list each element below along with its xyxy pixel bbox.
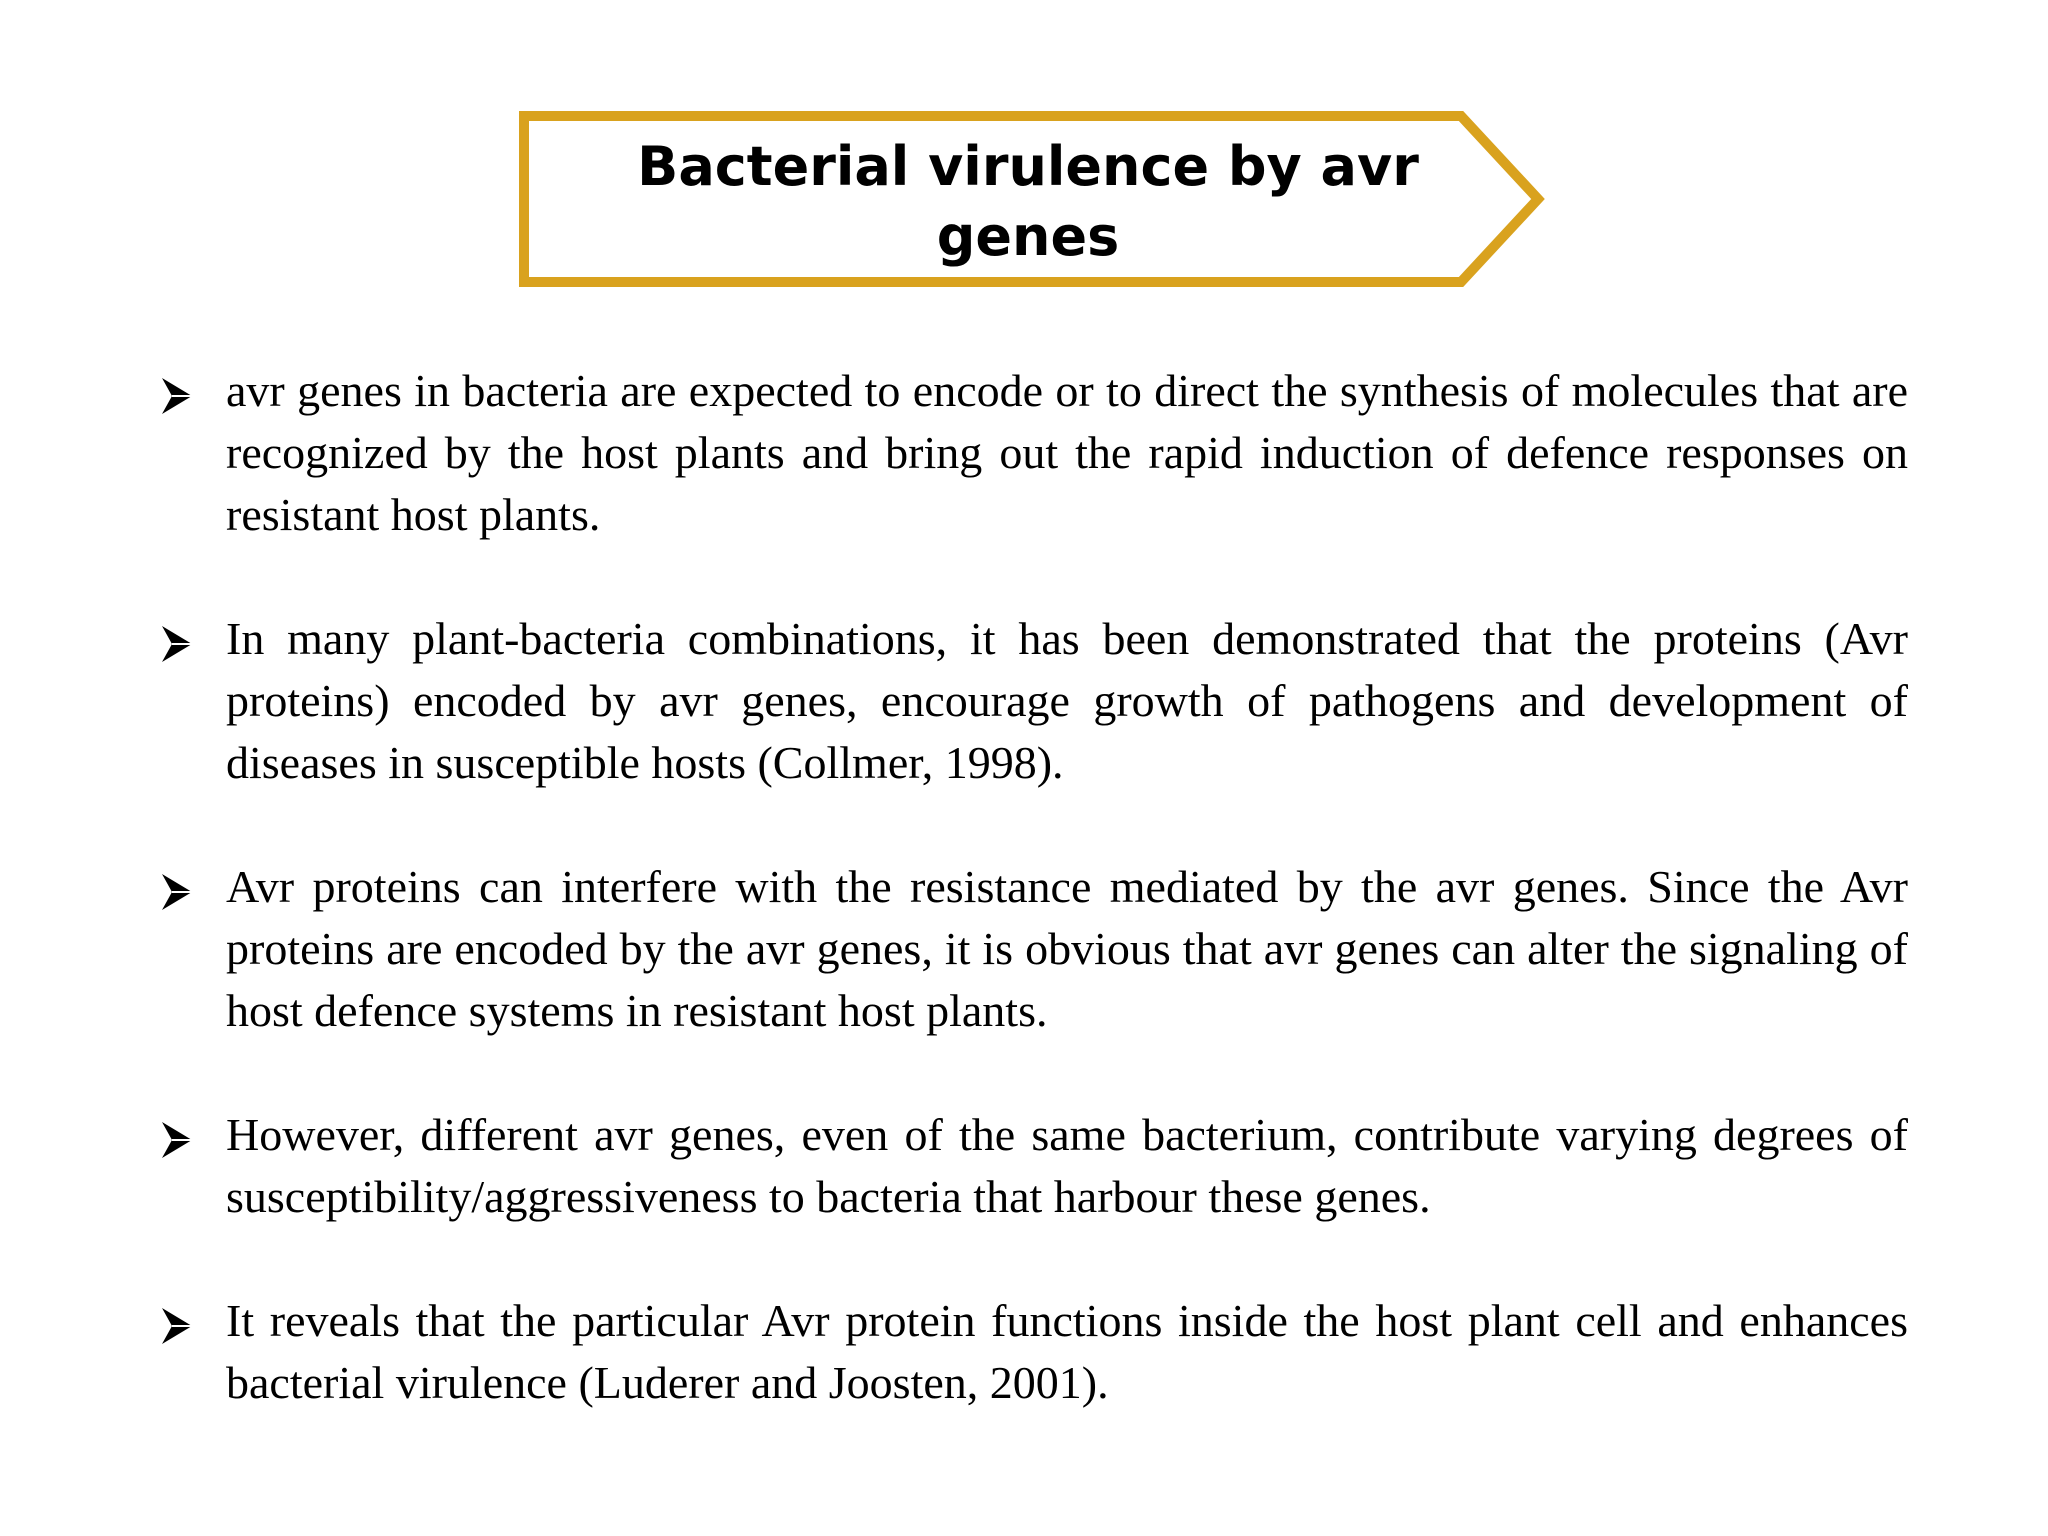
bullet-item [160, 608, 1908, 794]
arrowhead-bullet-icon [160, 618, 194, 658]
arrowhead-bullet-icon [160, 1300, 194, 1340]
bullet-text: In many plant-bacteria combinations, it has been demonstrated that the proteins (Avr proteins) encoded by avr genes, encourage growth of pathogens and development of diseases in susceptible hosts (Collmer, 1998). [226, 613, 1908, 788]
arrowhead-bullet-icon [160, 1114, 194, 1154]
arrowhead-bullet-icon [160, 866, 194, 906]
bullet-item [160, 360, 1908, 546]
bullet-item [160, 1290, 1908, 1414]
bullet-item [160, 1104, 1908, 1228]
bullet-list [160, 360, 1908, 1476]
slide-title: Bacterial virulence by avr genes [637, 135, 1419, 268]
title-banner [518, 110, 1548, 288]
bullet-text: Avr proteins can interfere with the resistance mediated by the avr genes. Since the Avr proteins are encoded by the avr genes, it is obvious that avr genes can alter the signaling of host defence systems in resistant host plants. [226, 861, 1908, 1036]
bullet-text: It reveals that the particular Avr protein functions inside the host plant cell and enhances bacterial virulence (Luderer and Joosten, 2001). [226, 1295, 1908, 1408]
bullet-text: avr genes in bacteria are expected to encode or to direct the synthesis of molecules that are recognized by the host plants and bring out the rapid induction of defence responses on resistant host plants. [226, 365, 1908, 540]
arrowhead-bullet-icon [160, 370, 194, 410]
bullet-item [160, 856, 1908, 1042]
bullet-text: However, different avr genes, even of the same bacterium, contribute varying degrees of susceptibility/aggressiveness to bacteria that harbour these genes. [226, 1109, 1908, 1222]
